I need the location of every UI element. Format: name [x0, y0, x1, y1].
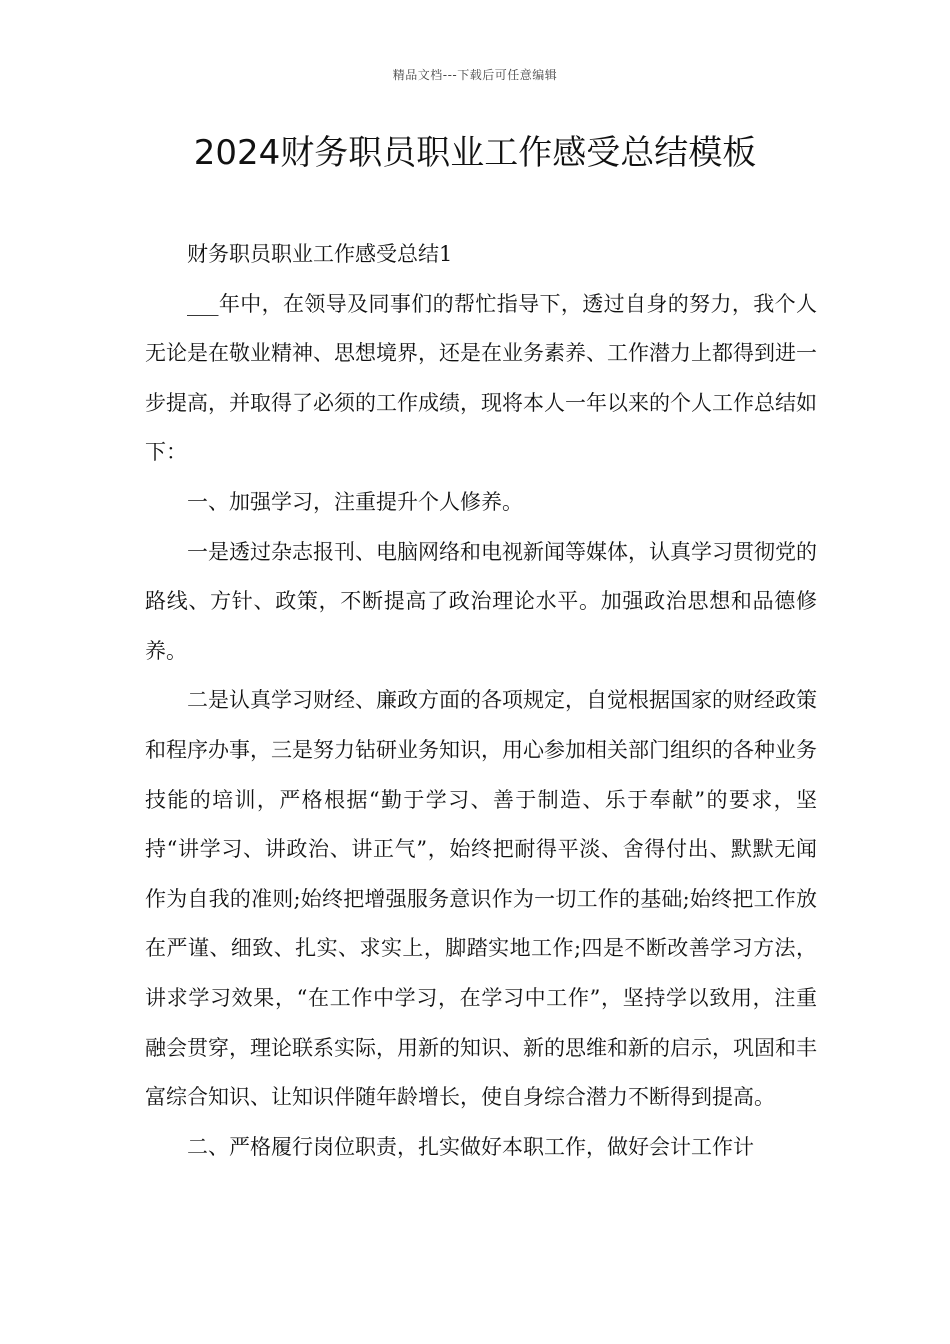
section-heading: 二、严格履行岗位职责，扎实做好本职工作，做好会计工作计 — [187, 1134, 754, 1159]
body-paragraph: 一是透过杂志报刊、电脑网络和电视新闻等媒体，认真学习贯彻党的路线、方针、政策，不断提高了政治理论水平。加强政治思想和品德修养。 — [145, 539, 817, 663]
document-body — [145, 230, 817, 1172]
document-title: 2024财务职员职业工作感受总结模板 — [193, 133, 757, 173]
section-heading: 财务职员职业工作感受总结1 — [187, 242, 453, 266]
body-paragraph: ___年中，在领导及同事们的帮忙指导下，透过自身的努力，我个人无论是在敬业精神、思想境界，还是在业务素养、工作潜力上都得到进一步提高，并取得了必须的工作成绩，现将本人一年以来的个人工作总结如下： — [145, 291, 817, 465]
body-paragraph: 二是认真学习财经、廉政方面的各项规定，自觉根据国家的财经政策和程序办事，三是努力钻研业务知识，用心参加相关部门组织的各种业务技能的培训，严格根据“勤于学习、善于制造、乐于奉献”的要求，坚持“讲学习、讲政治、讲正气”，始终把耐得平淡、舍得付出、默默无闻作为自我的准则;始终把增强服务意识作为一切工作的基础;始终把工作放在严谨、细致、扎实、求实上，脚踏实地工作;四是不断改善学习方法，讲求学习效果，“在工作中学习，在学习中工作”，坚持学以致用，注重融会贯穿，理论联系实际，用新的知识、新的思维和新的启示，巩固和丰富综合知识、让知识伴随年龄增长，使自身综合潜力不断得到提高。 — [145, 688, 817, 1110]
header-note: 精品文档---下载后可任意编辑 — [392, 68, 558, 82]
section-heading: 一、加强学习，注重提升个人修养。 — [187, 489, 523, 514]
